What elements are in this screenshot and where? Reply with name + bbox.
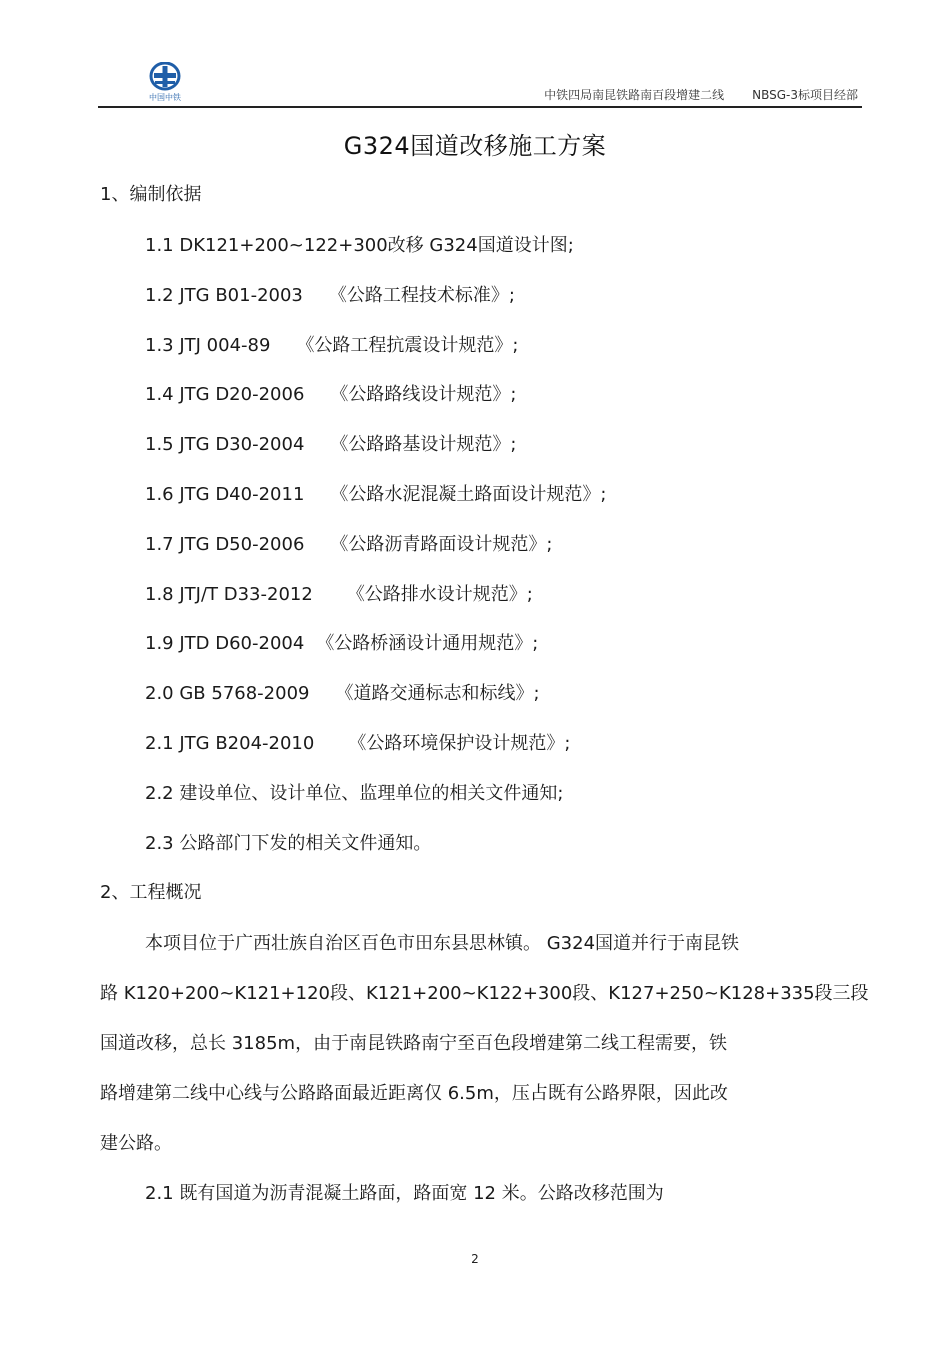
paragraph-line: 建公路。 <box>100 1133 172 1154</box>
list-item: 1.3 JTJ 004-89 《公路工程抗震设计规范》; <box>145 335 519 356</box>
header-department: NBSG-3标项目经部 <box>752 88 858 102</box>
list-item: 1.5 JTG D30-2004 《公路路基设计规范》; <box>145 434 517 455</box>
list-item: 1.4 JTG D20-2006 《公路路线设计规范》; <box>145 384 517 405</box>
list-item: 2.3 公路部门下发的相关文件通知。 <box>145 833 432 854</box>
list-item: 1.2 JTG B01-2003 《公路工程技术标准》; <box>145 285 515 306</box>
paragraph-line: 路 K120+200~K121+120段、K121+200~K122+300段、K127+250~K128+335段三段 <box>100 983 869 1004</box>
list-item: 2.2 建设单位、设计单位、监理单位的相关文件通知; <box>145 783 564 804</box>
paragraph-line: 路增建第二线中心线与公路路面最近距离仅 6.5m，压占既有公路界限，因此改 <box>100 1083 728 1104</box>
list-item: 2.1 JTG B204-2010 《公路环境保护设计规范》; <box>145 733 571 754</box>
list-item: 1.1 DK121+200~122+300改移 G324国道设计图; <box>145 235 574 256</box>
paragraph-line: 国道改移，总长 3185m，由于南昆铁路南宁至百色段增建第二线工程需要，铁 <box>100 1033 728 1054</box>
header-project: 中铁四局南昆铁路南百段增建二线 <box>544 88 725 102</box>
list-item: 1.8 JTJ/T D33-2012 《公路排水设计规范》; <box>145 584 533 605</box>
page-number: 2 <box>471 1252 479 1266</box>
document-title: G324国道改移施工方案 <box>343 132 607 160</box>
section-heading-basis: 1、编制依据 <box>100 184 202 205</box>
paragraph-line: 本项目位于广西壮族自治区百色市田东县思林镇。 G324国道并行于南昆铁 <box>145 933 740 954</box>
section-heading-overview: 2、工程概况 <box>100 882 202 903</box>
logo-caption: 中国中铁 <box>149 93 181 102</box>
subsection-line: 2.1 既有国道为沥青混凝土路面，路面宽 12 米。公路改移范围为 <box>145 1183 664 1204</box>
list-item: 1.9 JTD D60-2004 《公路桥涵设计通用规范》; <box>145 633 539 654</box>
header-rule <box>98 106 862 108</box>
list-item: 1.6 JTG D40-2011 《公路水泥混凝土路面设计规范》; <box>145 484 607 505</box>
list-item: 2.0 GB 5768-2009 《道路交通标志和标线》; <box>145 683 540 704</box>
list-item: 1.7 JTG D50-2006 《公路沥青路面设计规范》; <box>145 534 553 555</box>
running-header <box>544 86 858 103</box>
